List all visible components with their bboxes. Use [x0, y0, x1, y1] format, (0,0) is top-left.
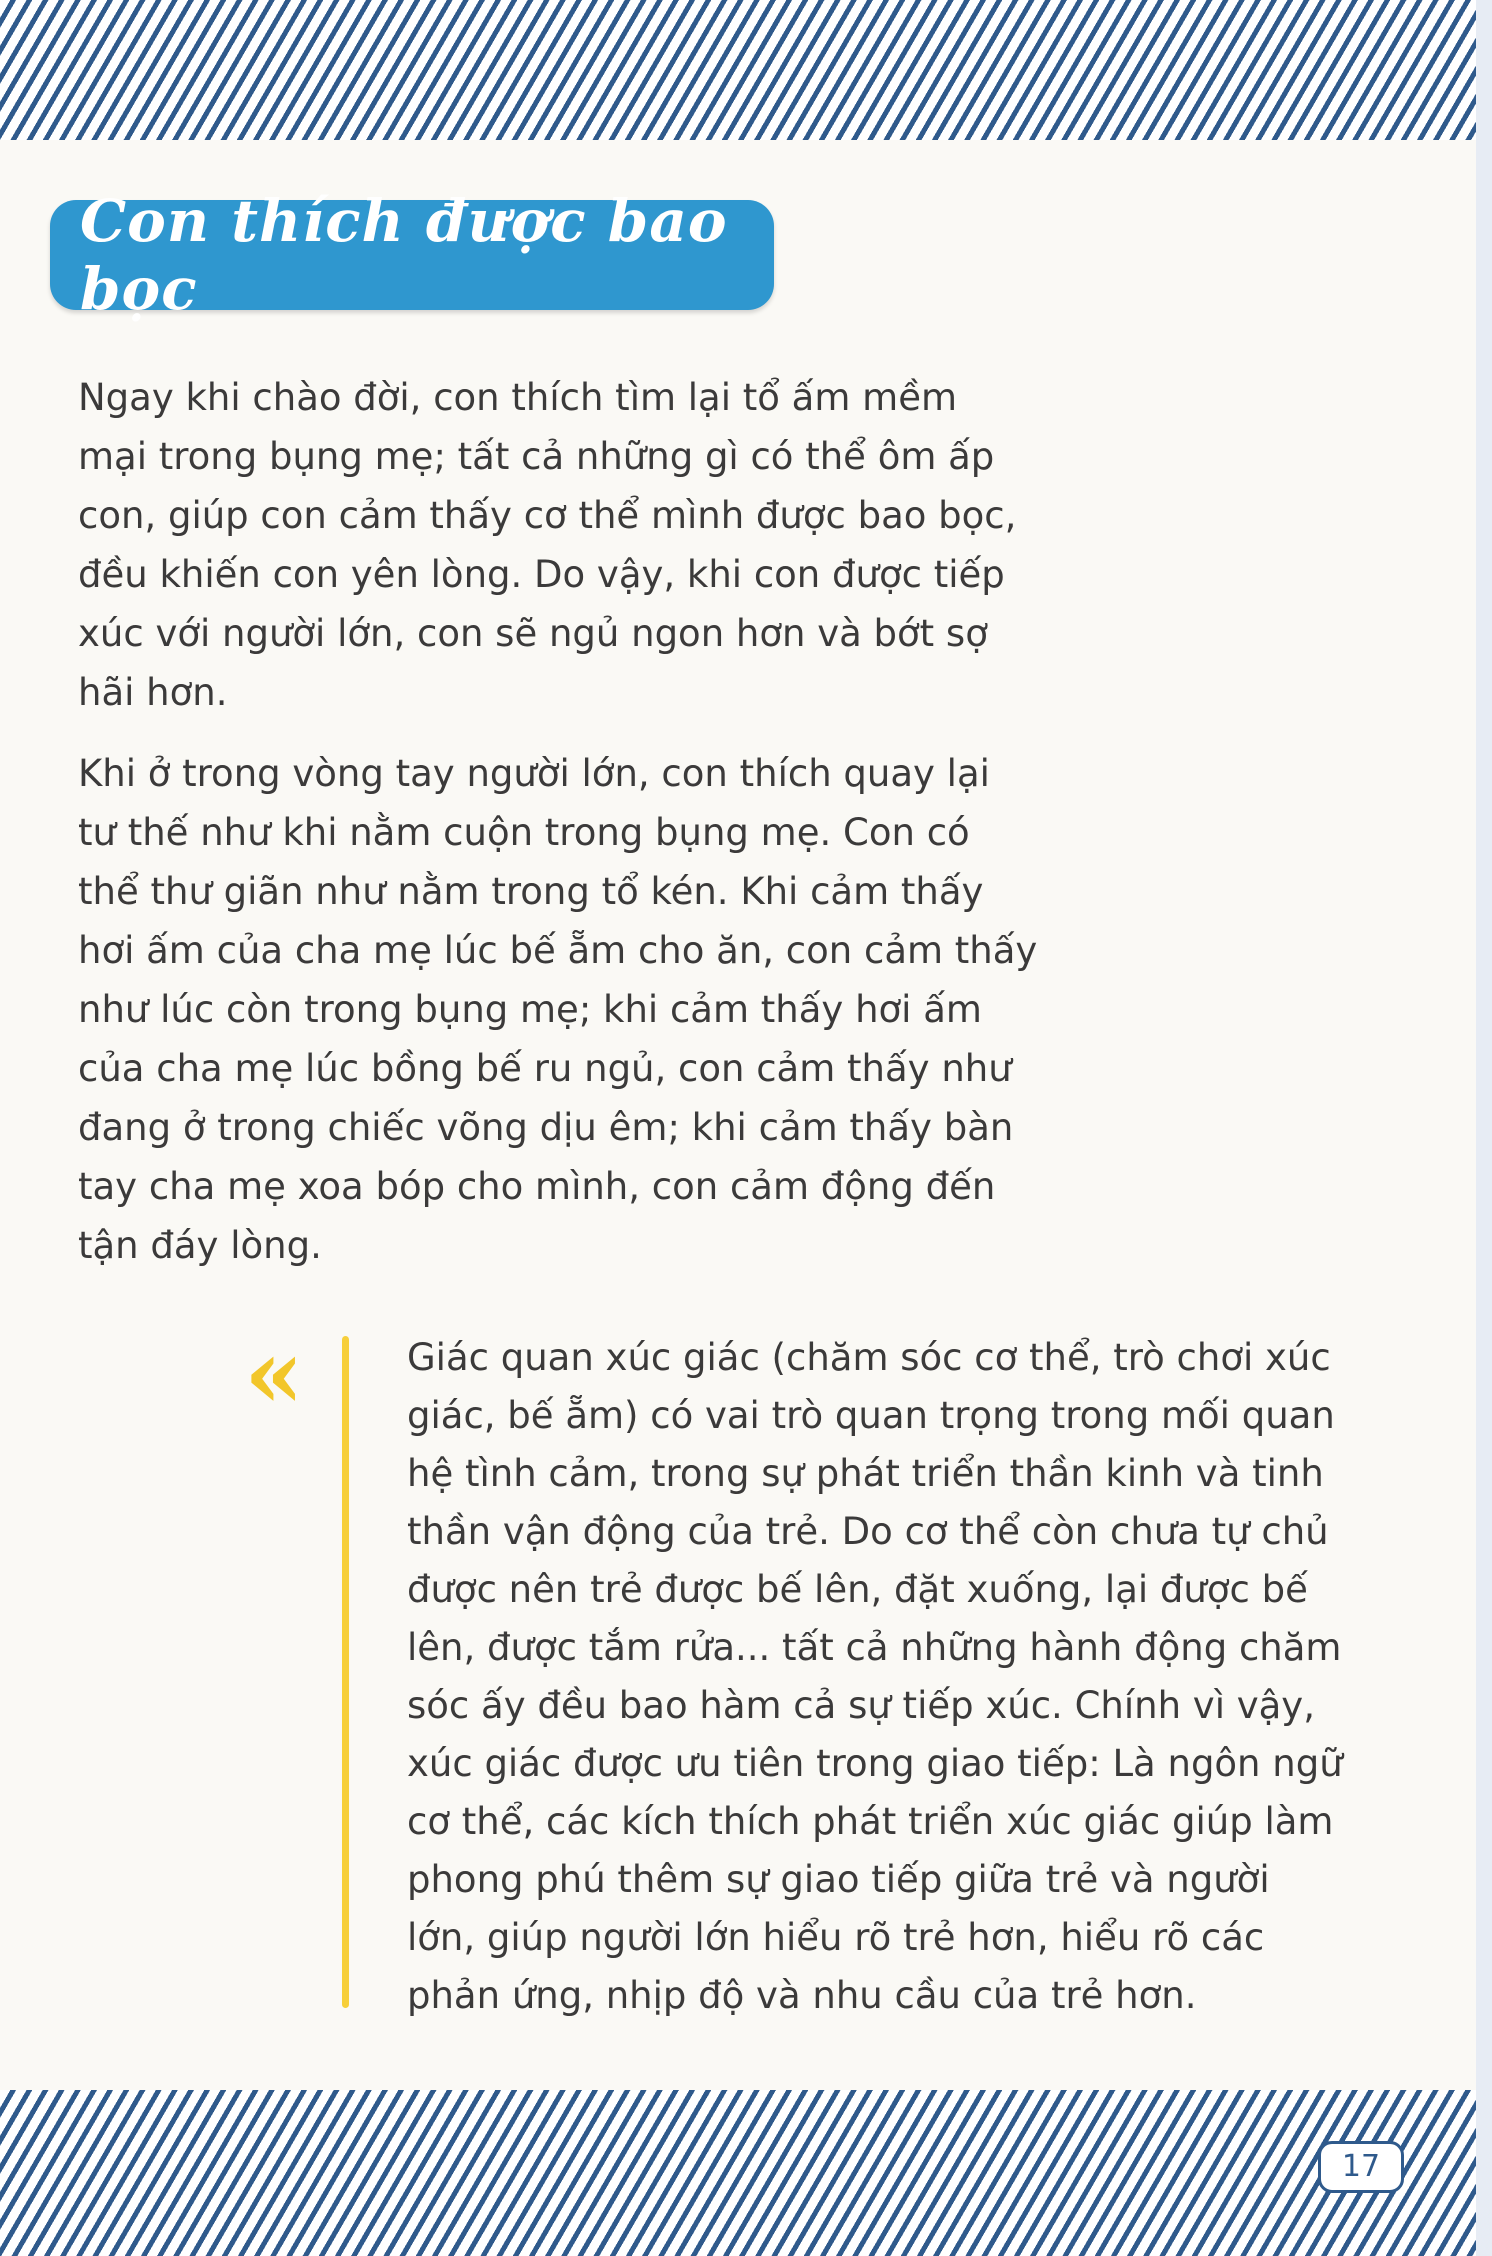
paragraph-line: đang ở trong chiếc võng dịu êm; khi cảm thấy bàn — [78, 1106, 1014, 1149]
quote-line: phong phú thêm sự giao tiếp giữa trẻ và người — [407, 1858, 1270, 1901]
paragraph-line: Ngay khi chào đời, con thích tìm lại tổ ấm mềm — [78, 376, 958, 419]
top-stripe-border — [0, 0, 1492, 140]
quote-mark-icon: « — [244, 1317, 304, 1430]
paragraph-line: tay cha mẹ xoa bóp cho mình, con cảm động đến — [78, 1165, 996, 1208]
paragraph-line: hơi ấm của cha mẹ lúc bế ẵm cho ăn, con cảm thấy — [78, 929, 1038, 972]
quote-line: sóc ấy đều bao hàm cả sự tiếp xúc. Chính vì vậy, — [407, 1684, 1315, 1727]
paragraph-line: đều khiến con yên lòng. Do vậy, khi con được tiếp — [78, 553, 1005, 596]
paragraph-2 — [78, 744, 1037, 1275]
quote-line: lên, được tắm rửa... tất cả những hành động chăm — [407, 1626, 1342, 1669]
paragraph-line: của cha mẹ lúc bồng bế ru ngủ, con cảm thấy như — [78, 1047, 1012, 1090]
paragraph-line: tận đáy lòng. — [78, 1224, 322, 1267]
quote-line: lớn, giúp người lớn hiểu rõ trẻ hơn, hiểu rõ các — [407, 1916, 1265, 1959]
bottom-stripe-border — [0, 2090, 1492, 2256]
paragraph-1 — [78, 368, 1016, 722]
page-edge — [1476, 0, 1492, 2256]
quote-line: xúc giác được ưu tiên trong giao tiếp: Là ngôn ngữ — [407, 1742, 1343, 1785]
paragraph-line: Khi ở trong vòng tay người lớn, con thích quay lại — [78, 752, 990, 795]
paragraph-line: thể thư giãn như nằm trong tổ kén. Khi cảm thấy — [78, 870, 984, 913]
paragraph-line: tư thế như khi nằm cuộn trong bụng mẹ. Con có — [78, 811, 970, 854]
quote-line: được nên trẻ được bế lên, đặt xuống, lại được bế — [407, 1568, 1308, 1611]
quote-line: hệ tình cảm, trong sự phát triển thần kinh và tinh — [407, 1452, 1324, 1495]
paragraph-line: mại trong bụng mẹ; tất cả những gì có thể ôm ấp — [78, 435, 995, 478]
paragraph-line: con, giúp con cảm thấy cơ thể mình được bao bọc, — [78, 494, 1017, 537]
paragraph-line: hãi hơn. — [78, 671, 228, 714]
quote-line: Giác quan xúc giác (chăm sóc cơ thể, trò chơi xúc — [407, 1336, 1331, 1379]
quote-line: thần vận động của trẻ. Do cơ thể còn chưa tự chủ — [407, 1510, 1329, 1553]
page-number: 17 — [1318, 2141, 1404, 2193]
paragraph-line: như lúc còn trong bụng mẹ; khi cảm thấy hơi ấm — [78, 988, 982, 1031]
quote-bar — [342, 1336, 349, 2008]
title-banner — [50, 187, 774, 323]
paragraph-line: xúc với người lớn, con sẽ ngủ ngon hơn và bớt sợ — [78, 612, 988, 655]
quote-line: phản ứng, nhịp độ và nhu cầu của trẻ hơn. — [407, 1974, 1197, 2017]
quote-line: giác, bế ẵm) có vai trò quan trọng trong mối quan — [407, 1394, 1335, 1437]
quote-block — [407, 1329, 1343, 2025]
quote-line: cơ thể, các kích thích phát triển xúc giác giúp làm — [407, 1800, 1334, 1843]
page-title: Con thích được bao bọc — [80, 187, 728, 323]
